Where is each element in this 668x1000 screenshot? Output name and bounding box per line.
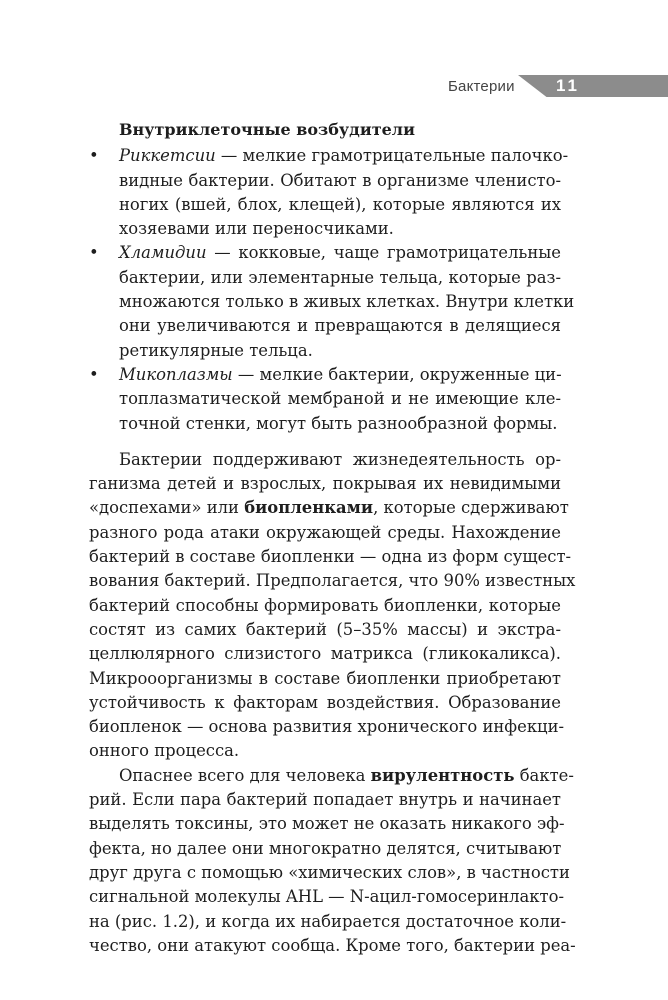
text: чество, они атакуют сообща. Кроме того, бактерии реа- (89, 935, 576, 955)
text: бакте- (514, 765, 574, 785)
text: биопленок — основа развития хронического инфекци- (89, 717, 565, 737)
paragraph-virulence (89, 764, 576, 958)
text: бактерий способны формировать биопленки, которые (89, 595, 561, 615)
text: целлюлярного слизистого матрикса (гликокаликса). (89, 644, 561, 664)
running-head: Бактерии (448, 78, 515, 95)
text: Опаснее всего для человека (119, 765, 371, 785)
text: разного рода атаки окружающей среды. Нахождение (89, 522, 561, 542)
text: друг друга с помощью «химических слов», в частности (89, 862, 570, 882)
text: , которые сдерживают (373, 498, 569, 518)
text: бактерий в составе биопленки — одна из форм сущест- (89, 547, 572, 567)
text: онного процесса. (89, 741, 240, 761)
text: состят из самих бактерий (5–35% массы) и экстра- (89, 619, 561, 639)
page-number: 11 (556, 76, 580, 95)
bold-term: биопленками (244, 498, 374, 518)
text: Микрооорганизмы в составе биопленки приобретают (89, 668, 561, 688)
page-body (89, 118, 576, 958)
text: топлазматической мембраной и не имеющие кле- (119, 389, 561, 409)
bullet-icon: • (89, 243, 99, 263)
text: фекта, но далее они многократно делятся, считывают (89, 838, 562, 858)
bullet-icon: • (89, 146, 99, 166)
text: — мелкие грамотрицательные палочко- (215, 146, 569, 166)
text: выделять токсины, это может не оказать никакого эф- (89, 814, 565, 834)
bold-term: вирулентность (370, 765, 515, 785)
text: ретикулярные тельца. (119, 340, 313, 360)
text: точной стенки, могут быть разнообразной формы. (119, 413, 558, 433)
text: хозяевами или переносчиками. (119, 219, 394, 239)
list-item-mycoplasma (89, 363, 561, 436)
text: они увеличиваются и превращаются в делящиеся (119, 316, 561, 336)
text: сигнальной молекулы AHL — N-ацил-гомосеринлакто- (89, 887, 565, 907)
text: — мелкие бактерии, окруженные ци- (232, 364, 562, 384)
text: ногих (вшей, блох, клещей), которые являются их (119, 194, 561, 214)
text: бактерии, или элементарные тельца, которые раз- (119, 267, 561, 287)
paragraph-biofilms (89, 448, 576, 764)
text: на (рис. 1.2), и когда их набирается достаточное коли- (89, 911, 567, 931)
text: устойчивость к факторам воздействия. Образование (89, 692, 561, 712)
list-item-chlamydia (89, 241, 575, 362)
bullet-icon: • (89, 364, 99, 384)
text: Бактерии поддерживают жизнедеятельность ор- (119, 449, 561, 469)
text: ганизма детей и взрослых, покрывая их невидимыми (89, 474, 561, 494)
text: вования бактерий. Предполагается, что 90% известных (89, 571, 576, 591)
term: Микоплазмы (119, 364, 233, 384)
term: Хламидии (119, 243, 207, 263)
text: «доспехами» или (89, 498, 245, 518)
text: рий. Если пара бактерий попадает внутрь и начинает (89, 790, 561, 810)
text: множаются только в живых клетках. Внутри клетки (119, 292, 575, 312)
section-heading: Внутриклеточные возбудители (119, 120, 415, 139)
text: — кокковые, чаще грамотрицательные (206, 243, 561, 263)
text: видные бактерии. Обитают в организме членисто- (119, 170, 561, 190)
term: Риккетсии (119, 146, 216, 166)
list-item-rickettsia (89, 144, 569, 241)
page-number-tab (518, 75, 668, 97)
